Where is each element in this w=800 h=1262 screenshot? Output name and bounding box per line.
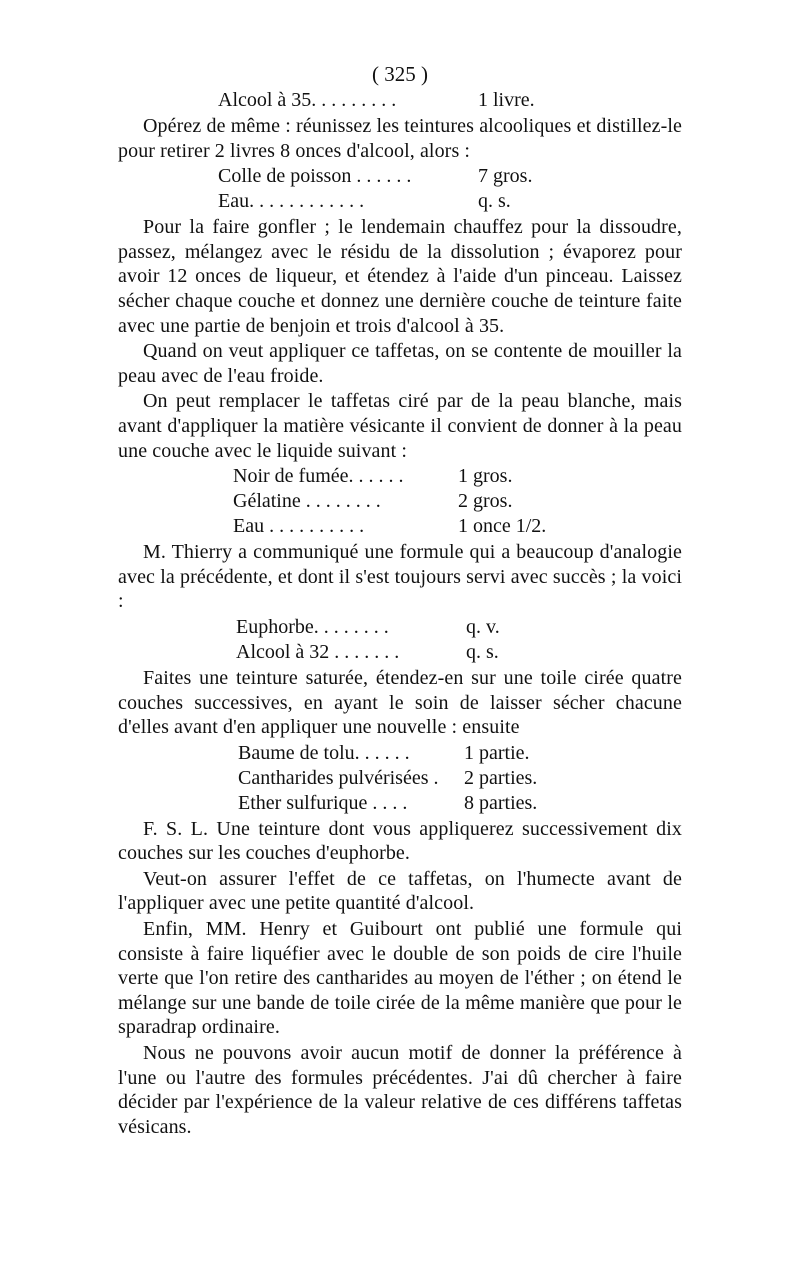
- recipe-list: [118, 88, 682, 113]
- paragraph: Opérez de même : réunissez les teintures alcooliques et distillez-le pour retirer 2 livres 8 onces d'alcool, alors :: [118, 115, 682, 162]
- recipe-row: [118, 464, 682, 489]
- ingredient-name: Alcool à 35. . . . . . . . .: [218, 89, 397, 111]
- recipe-list: [118, 615, 682, 665]
- ingredient-name: Ether sulfurique . . . .: [238, 791, 408, 814]
- ingredient-name: Gélatine . . . . . . . .: [233, 490, 381, 513]
- paragraph: F. S. L. Une teinture dont vous appliquerez successivement dix couches sur les couches d'euphorbe.: [118, 817, 682, 865]
- recipe-row: [118, 514, 682, 539]
- ingredient-name: Alcool à 32 . . . . . . .: [236, 640, 400, 663]
- recipe-list: [118, 464, 682, 539]
- ingredient-name: Noir de fumée. . . . . .: [233, 465, 404, 488]
- recipe-row: [118, 766, 682, 791]
- recipe-row: [118, 164, 682, 189]
- ingredient-quantity: 1 livre.: [478, 89, 535, 111]
- ingredient-quantity: 8 parties.: [464, 791, 538, 814]
- recipe-row: [118, 189, 682, 214]
- ingredient-quantity: 7 gros.: [478, 165, 533, 188]
- ingredient-quantity: q. s.: [478, 190, 511, 213]
- paragraph: Faites une teinture saturée, étendez-en sur une toile cirée quatre couches successives, en ayant le soin de laisser sécher chacune d'elles avant d'en appliquer une nouvelle : ensuite: [118, 666, 682, 739]
- ingredient-quantity: 1 once 1/2.: [458, 515, 547, 538]
- paragraph: Nous ne pouvons avoir aucun motif de donner la préférence à l'une ou l'autre des formules précédentes. J'ai dû chercher à faire décider par l'expérience de la valeur relative de ces différens taffetas vésicans.: [118, 1042, 682, 1138]
- recipe-row: [118, 88, 682, 113]
- recipe-row: [118, 640, 682, 665]
- ingredient-quantity: 2 parties.: [464, 766, 538, 789]
- paragraph: On peut remplacer le taffetas ciré par de la peau blanche, mais avant d'appliquer la matière vésicante il convient de donner à la peau une couche avec le liquide suivant :: [118, 390, 682, 462]
- recipe-list: [118, 164, 682, 214]
- paragraph: M. Thierry a communiqué une formule qui a beaucoup d'analogie avec la précédente, et dont il s'est toujours servi avec succès ; la voici :: [118, 541, 682, 613]
- ingredient-name: Eau. . . . . . . . . . . .: [218, 190, 365, 213]
- ingredient-name: Eau . . . . . . . . . .: [233, 515, 365, 538]
- ingredient-name: Baume de tolu. . . . . .: [238, 741, 410, 764]
- recipe-row: [118, 791, 682, 816]
- ingredient-quantity: q. s.: [466, 640, 499, 663]
- ingredient-quantity: 1 gros.: [458, 465, 513, 488]
- ingredient-quantity: 2 gros.: [458, 490, 513, 513]
- paragraph: Pour la faire gonfler ; le lendemain chauffez pour la dissoudre, passez, mélangez avec le résidu de la dissolution ; évaporez pour avoir 12 onces de liqueur, et étendez à l'aide d'un pinceau. Laissez sécher chaque couche et donnez une dernière couche de teinture faite avec une partie de benjoin et trois d'alcool à 35.: [118, 216, 682, 337]
- ingredient-quantity: 1 partie.: [464, 741, 530, 764]
- ingredient-quantity: q. v.: [466, 615, 500, 638]
- paragraph: Quand on veut appliquer ce taffetas, on se contente de mouiller la peau avec de l'eau froide.: [118, 340, 682, 387]
- recipe-row: [118, 741, 682, 766]
- page-number: ( 325 ): [372, 62, 428, 86]
- paragraph: Enfin, MM. Henry et Guibourt ont publié une formule qui consiste à faire liquéfier avec le double de son poids de cire l'huile verte que l'on retire des cantharides au moyen de l'éther ; on étend le mélange sur une bande de toile cirée de la même manière que pour le sparadrap ordinaire.: [118, 918, 682, 1039]
- recipe-list: [118, 741, 682, 816]
- recipe-row: [118, 489, 682, 514]
- paragraph: Veut-on assurer l'effet de ce taffetas, on l'humecte avant de l'appliquer avec une petite quantité d'alcool.: [118, 867, 682, 915]
- ingredient-name: Euphorbe. . . . . . . .: [236, 615, 389, 638]
- ingredient-name: Cantharides pulvérisées .: [238, 766, 439, 789]
- ingredient-name: Colle de poisson . . . . . .: [218, 165, 412, 188]
- body-text: [118, 88, 682, 1140]
- recipe-row: [118, 615, 682, 640]
